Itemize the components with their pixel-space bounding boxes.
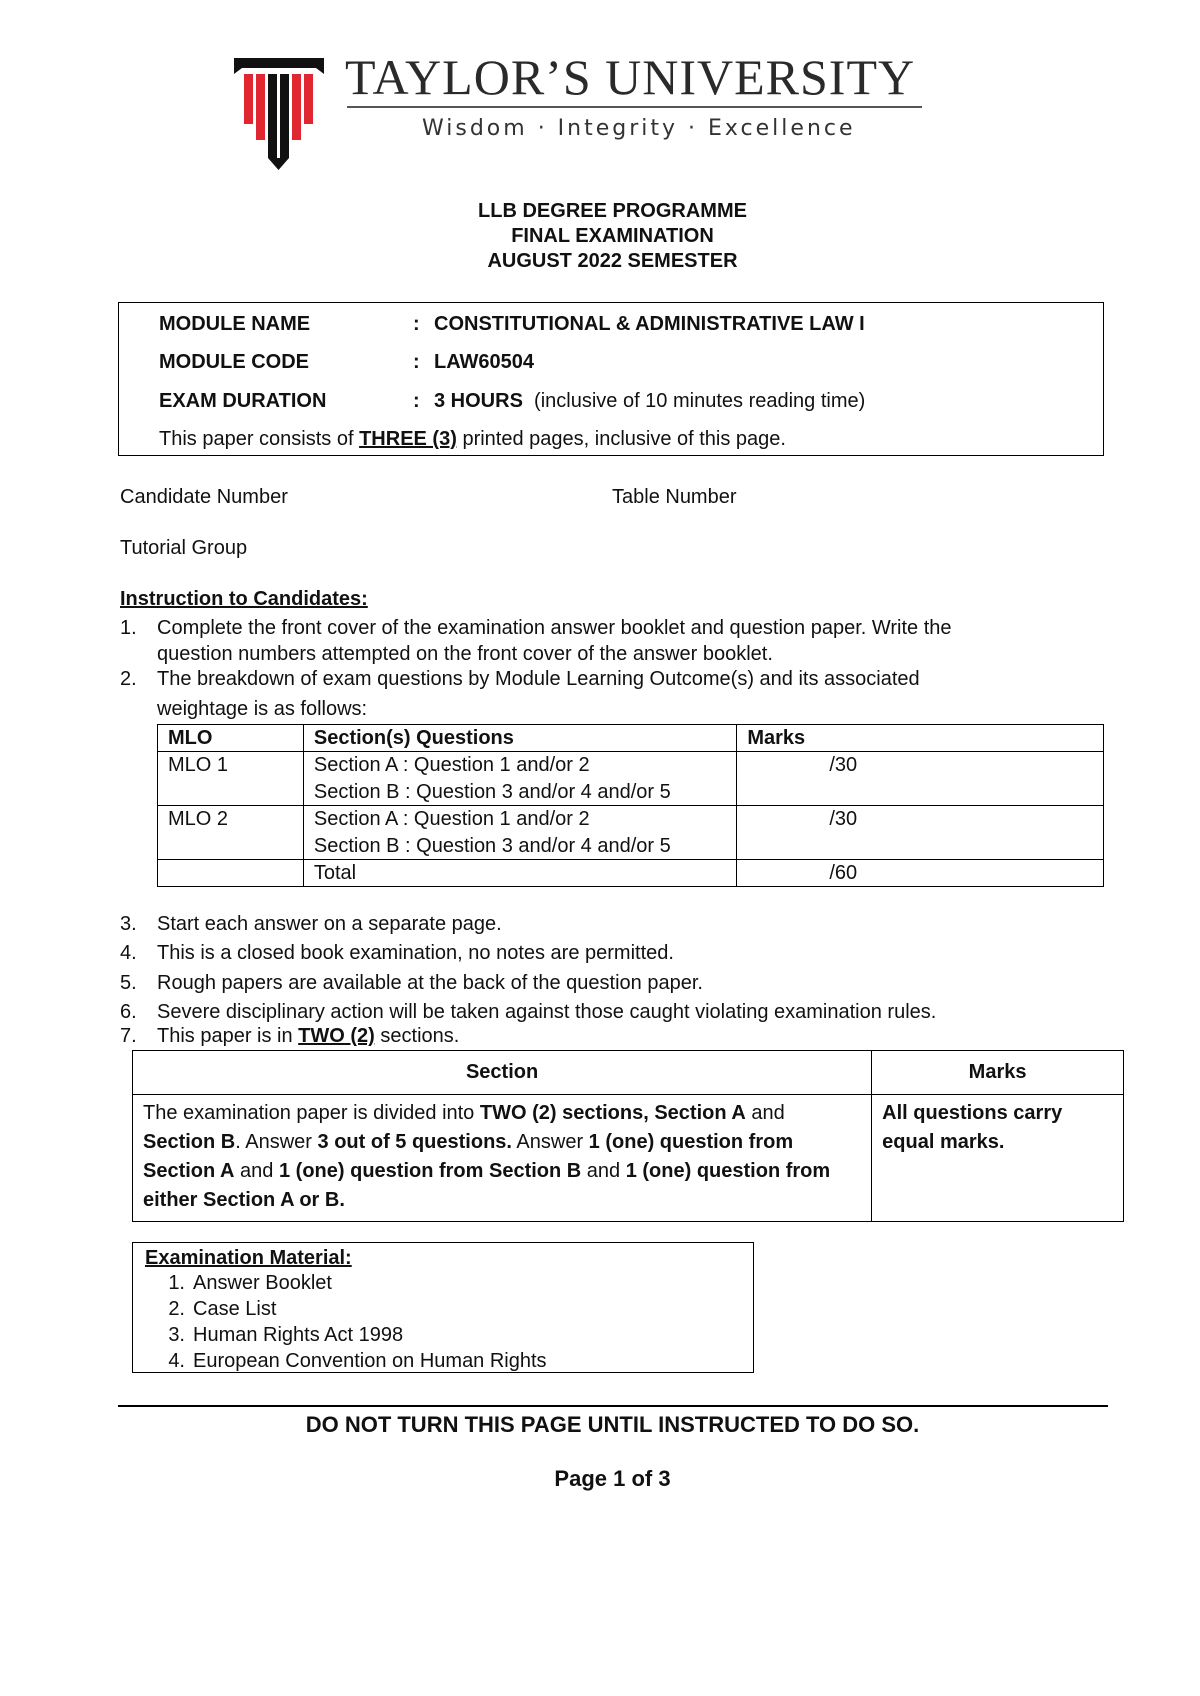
instruction-7-prefix: This paper is in [157, 1025, 299, 1047]
total-label-cell: Total [303, 860, 737, 887]
list-item [145, 1322, 741, 1348]
instruction-1-line-2: question numbers attempted on the front cover of the answer booklet. [157, 643, 773, 665]
module-code-value: LAW60504 [434, 351, 535, 373]
text-run: 1 (one) question from either Section A or B. [143, 1160, 831, 1211]
section-marks-cell [872, 1095, 1124, 1222]
mlo-breakdown-table [157, 724, 1104, 887]
exam-duration-colon: : [413, 390, 420, 412]
instruction-2-line-1: The breakdown of exam questions by Module Learning Outcome(s) and its associated [157, 668, 920, 690]
questions-line: Section B : Question 3 and/or 4 and/or 5 [313, 835, 671, 857]
table-header-row [133, 1051, 1124, 1095]
module-code-label: MODULE CODE [159, 351, 309, 373]
table-number-label: Table Number [612, 486, 737, 508]
text-run: 3 out of 5 questions. [317, 1131, 512, 1153]
instruction-6: Severe disciplinary action will be taken against those caught violating examination rules. [157, 1001, 937, 1023]
duration-note: (inclusive of 10 minutes reading time) [534, 390, 866, 412]
table-header-cell: Section(s) Questions [303, 725, 737, 752]
instruction-7 [157, 1025, 459, 1048]
footer-divider [118, 1405, 1108, 1407]
page-count-statement [159, 428, 786, 451]
section-description-cell [133, 1095, 872, 1222]
instruction-number: 7. [120, 1025, 137, 1047]
text-run: and [234, 1160, 279, 1182]
table-row [158, 806, 1104, 860]
examination-material-box [132, 1242, 754, 1373]
candidate-number-label: Candidate Number [120, 486, 288, 508]
page-count-suffix: printed pages, inclusive of this page. [456, 428, 786, 450]
instruction-2-line-2: weightage is as follows: [157, 698, 368, 720]
instruction-number: 5. [120, 972, 137, 994]
list-text: Human Rights Act 1998 [193, 1324, 404, 1346]
instruction-number: 3. [120, 913, 137, 935]
list-item [145, 1296, 741, 1322]
table-header-cell: Marks [737, 725, 1104, 752]
university-crest-icon [234, 58, 324, 170]
list-text: European Convention on Human Rights [193, 1350, 547, 1372]
module-name-value: CONSTITUTIONAL & ADMINISTRATIVE LAW I [434, 313, 865, 335]
table-header-cell: Section [133, 1051, 872, 1095]
exam-duration-label: EXAM DURATION [159, 390, 327, 412]
mlo-cell: MLO 1 [158, 752, 304, 806]
total-marks-cell: /60 [737, 860, 1104, 887]
table-row [133, 1095, 1124, 1222]
text-run: and [581, 1160, 626, 1182]
programme-title: LLB DEGREE PROGRAMME [478, 200, 747, 222]
instruction-3: Start each answer on a separate page. [157, 913, 502, 935]
text-run: and [745, 1102, 785, 1124]
exam-duration-value [434, 390, 865, 413]
instruction-7-suffix: sections. [374, 1025, 460, 1047]
empty-cell [158, 860, 304, 887]
page-number: Page 1 of 3 [554, 1466, 671, 1491]
list-number: 2. [168, 1298, 185, 1320]
instruction-number: 4. [120, 942, 137, 964]
table-header-cell: MLO [158, 725, 304, 752]
table-header-row [158, 725, 1104, 752]
questions-line: Section A : Question 1 and/or 2 [313, 754, 590, 776]
instruction-1-line-1: Complete the front cover of the examination answer booklet and question paper. Write the [157, 617, 952, 639]
instruction-number: 1. [120, 617, 137, 639]
list-text: Answer Booklet [193, 1272, 332, 1294]
module-name-label: MODULE NAME [159, 313, 311, 335]
instruction-number: 2. [120, 668, 137, 690]
logo-divider [347, 106, 922, 108]
marks-note: All questions carry equal marks. [882, 1102, 1063, 1153]
material-title: Examination Material: [145, 1247, 352, 1269]
list-item [145, 1270, 741, 1296]
semester-title: AUGUST 2022 SEMESTER [487, 250, 738, 272]
questions-line: Section B : Question 3 and/or 4 and/or 5 [313, 781, 671, 803]
questions-line: Section A : Question 1 and/or 2 [313, 808, 590, 830]
university-motto: Wisdom · Integrity · Excellence [422, 116, 856, 141]
turn-page-warning: DO NOT TURN THIS PAGE UNTIL INSTRUCTED TO DO SO. [305, 1412, 920, 1437]
module-code-colon: : [413, 351, 420, 373]
instruction-4: This is a closed book examination, no notes are permitted. [157, 942, 674, 964]
section-count: TWO (2) [298, 1025, 375, 1047]
list-number: 1. [168, 1272, 185, 1294]
section-table [132, 1050, 1124, 1222]
text-run: 1 (one) question from Section B [278, 1160, 582, 1182]
instruction-number: 6. [120, 1001, 137, 1023]
table-total-row [158, 860, 1104, 887]
page-count-prefix: This paper consists of [159, 428, 360, 450]
text-run: Section B [143, 1131, 236, 1153]
table-header-cell: Marks [872, 1051, 1124, 1095]
tutorial-group-label: Tutorial Group [120, 537, 248, 559]
table-row [158, 752, 1104, 806]
questions-cell [303, 752, 737, 806]
exam-title: FINAL EXAMINATION [511, 225, 714, 247]
list-item [145, 1348, 741, 1374]
duration-hours: 3 HOURS [434, 390, 523, 412]
text-run: . Answer [235, 1131, 318, 1153]
module-name-colon: : [413, 313, 420, 335]
text-run: 1 (one) question from Section A [143, 1131, 794, 1182]
text-run: TWO (2) sections, Section A [479, 1102, 746, 1124]
instruction-5: Rough papers are available at the back of the question paper. [157, 972, 703, 994]
text-run: The examination paper is divided into [143, 1102, 480, 1124]
text-run: Answer [511, 1131, 589, 1153]
university-name: TAYLOR’S UNIVERSITY [345, 49, 916, 105]
page-count-value: THREE (3) [359, 428, 457, 450]
instructions-heading: Instruction to Candidates: [120, 588, 368, 610]
mlo-cell: MLO 2 [158, 806, 304, 860]
questions-cell [303, 806, 737, 860]
marks-cell: /30 [737, 806, 1104, 860]
university-logo-mark [234, 58, 324, 170]
list-number: 4. [168, 1350, 185, 1372]
marks-cell: /30 [737, 752, 1104, 806]
list-text: Case List [193, 1298, 277, 1320]
list-number: 3. [168, 1324, 185, 1346]
